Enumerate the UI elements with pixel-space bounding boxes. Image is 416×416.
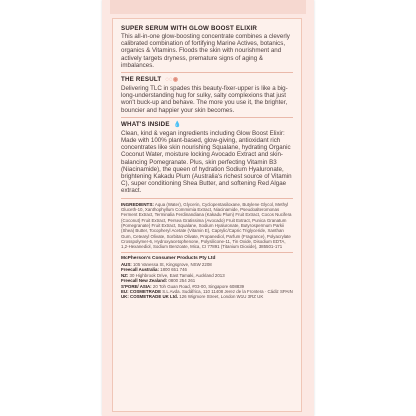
circles-icon: ◌◌◉ [165, 77, 179, 84]
ingredients-block [121, 202, 293, 250]
result-title: THE RESULT [121, 76, 162, 84]
info-panel [112, 18, 302, 412]
divider [121, 72, 293, 73]
serum-description: This all-in-one glow-boosting concentrate combines a cleverly calibrated combination of fortifying Marine Actives, botanics, organics & Vitamins. Floods the skin with nourishment and actively targets dryness, premature signs of aging & imbalances. [121, 33, 290, 69]
result-description: Delivering TLC in spades this beauty-fixer-upper is like a big-long-understanding hug for sulky, salty complexions that just won't buck-up and behave. The more you use it, the brighter, bouncier and happier your skin becomes. [121, 85, 288, 114]
ingredients-list: Aqua (Water), Glycerin, Cyclopentasiloxane, Butylene Glycol, Methyl Gluceth-10, Xanthophyllum Commimia Extract, Niacinamide, Pseudoalteromonas Ferment Extract, Terminalia Ferdinandiana (Kakadu Plum) Fruit Extract, Cocos Nucifera (Coconut) Fruit Extract, Persea Gratissima (Avocado) Fruit Extract, Punica Granatum (Pomegranate) Fruit Extract, Squalane, Sodium Hyaluronate, Butyrospermum Parkii (Shea) Butter, Tocopheryl Acetate (Vitamin E), Caprylic/Capric Triglyceride, Xanthan Gum, Cetearyl Olivate, Sorbitan Olivate, Propanediol, Parfum (Fragrance), Polyacrylate Crosspolymer-6, Hydroxyacetophenone, Polysilicone-11, Tin Oxide, Disodium EDTA, 1,2-Hexanediol, Sodium Benzoate, Mica, CI 77891 (Titanium Dioxide), 385501-171 [121, 201, 292, 250]
divider [121, 198, 293, 199]
address-line: NZ: 30 Highbrook Drive, East Tamaki, Auckland 2013 [121, 272, 225, 278]
divider [121, 252, 293, 253]
company-title: McPherson's Consumer Products Pty Ltd [121, 256, 216, 262]
address-line: EU: COSMETRADE S.L Avda. Sudáfrica, 110 11408 Jerez de la Frontera · Cádiz SPAIN [121, 289, 293, 295]
divider [121, 117, 293, 118]
address-line: Freecall Australia: 1800 651 746 [121, 267, 187, 273]
inside-heading [121, 121, 293, 129]
address-line: AUS: 105 Vanessa St, Kingsgrove, NSW 2208 [121, 262, 212, 268]
droplet-icon: 💧 [173, 121, 182, 128]
result-heading [121, 76, 293, 84]
inside-title: WHAT'S INSIDE [121, 120, 170, 128]
box-top-flap [110, 0, 306, 14]
inside-description: Clean, kind & vegan ingredients including Glow Boost Elixir: Made with 100% plant-based, glow-giving, antioxidant rich concentrates like skin nourishing Squalane, hydrating Organic Coconut Water, moisture locking Avocado Extract and skin-balancing Pomegranate. Plus, skin perfecting Vitamin B3 (Niacinamide), the queen of hydration Sodium Hyaluronate, brightening Kakadu Plum (Australia's richest source of Vitamin C), super conditioning Shea Butter, and softening Red Algae extract. [121, 129, 292, 195]
panel-content [121, 25, 293, 300]
ingredients-title: INGREDIENTS: [121, 201, 154, 207]
company-addresses [121, 262, 293, 300]
address-line: S'PORE/ ASIA: 20 Toh Guan Road, #03-00, Singapore 608839 [121, 283, 245, 289]
address-line: Freecall New Zealand: 0800 254 261 [121, 278, 196, 284]
address-line: UK: COSMETRADE UK Ltd. 126 Wigmore Street, London W1U 3RZ UK [121, 294, 264, 300]
serum-title: SUPER SERUM WITH GLOW BOOST ELIXIR [121, 25, 258, 32]
